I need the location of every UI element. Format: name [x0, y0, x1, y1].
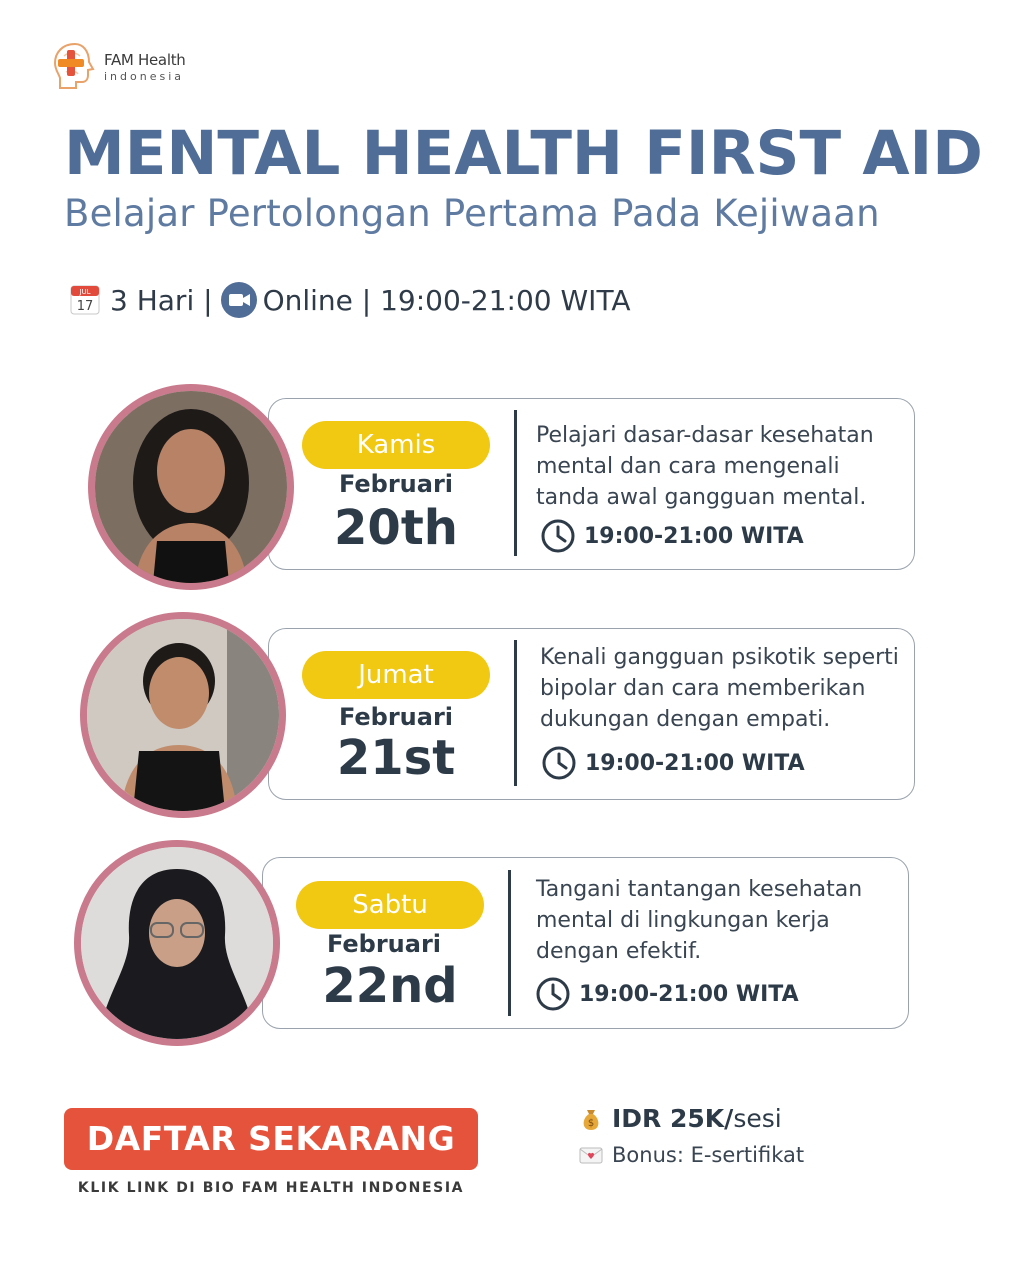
- money-bag-icon: [578, 1106, 604, 1132]
- day-pill-1: Kamis: [302, 421, 490, 469]
- session-time-3: [535, 976, 799, 1012]
- page-subtitle: Belajar Pertolongan Pertama Pada Kejiwaan: [64, 192, 880, 235]
- bonus-line: [578, 1142, 804, 1168]
- session-date-3: 22nd: [322, 958, 458, 1014]
- page-title: MENTAL HEALTH FIRST AID: [64, 118, 983, 189]
- speaker-photo-1: [88, 384, 294, 590]
- session-time-text-2: 19:00-21:00 WITA: [585, 750, 805, 776]
- love-letter-icon: [578, 1142, 604, 1168]
- brand-subtitle: indonesia: [104, 70, 185, 83]
- session-divider-1: [514, 410, 517, 556]
- session-divider-2: [514, 640, 517, 786]
- session-month-2: Februari: [338, 703, 454, 731]
- bonus-text: Bonus: E-sertifikat: [612, 1143, 805, 1167]
- session-time-text-3: 19:00-21:00 WITA: [579, 981, 799, 1007]
- cta-note: KLIK LINK DI BIO FAM HEALTH INDONESIA: [77, 1180, 465, 1196]
- session-month-1: Februari: [338, 470, 454, 498]
- svg-text:$: $: [587, 1117, 595, 1129]
- video-camera-icon: [221, 282, 257, 318]
- day-pill-3: Sabtu: [296, 881, 484, 929]
- session-description-1: Pelajari dasar-dasar kesehatan mental dan cara mengenali tanda awal gangguan mental.: [536, 423, 874, 510]
- clock-icon: [535, 976, 571, 1012]
- session-time-1: [540, 518, 804, 554]
- session-divider-3: [508, 870, 511, 1016]
- session-time-2: [541, 745, 805, 781]
- session-time-text-1: 19:00-21:00 WITA: [584, 523, 804, 549]
- price-unit: sesi: [733, 1104, 782, 1133]
- day-pill-2: Jumat: [302, 651, 490, 699]
- speaker-avatar-icon: [81, 847, 273, 1039]
- session-month-3: Februari: [326, 930, 442, 958]
- speaker-avatar-icon: [95, 391, 287, 583]
- speaker-photo-2: [80, 612, 286, 818]
- session-description-2: Kenali gangguan psikotik seperti bipolar dan cara memberikan dukungan dengan empati.: [540, 645, 899, 732]
- calendar-icon: [70, 284, 100, 316]
- price-amount: IDR 25K/: [612, 1104, 734, 1133]
- session-description-3: Tangani tantangan kesehatan mental di lingkungan kerja dengan efektif.: [536, 877, 863, 964]
- register-now-button[interactable]: DAFTAR SEKARANG: [64, 1108, 478, 1170]
- brand-name: FAM Health: [104, 51, 186, 69]
- calendar-day: 17: [76, 299, 94, 314]
- head-plus-logo-icon: [50, 40, 100, 92]
- clock-icon: [541, 745, 577, 781]
- duration-text: 3 Hari |: [110, 283, 213, 317]
- mode-time-text: Online | 19:00-21:00 WITA: [262, 283, 631, 317]
- calendar-month: JUL: [79, 288, 91, 296]
- clock-icon: [540, 518, 576, 554]
- brand-logo: [50, 40, 200, 92]
- session-date-2: 21st: [336, 730, 456, 786]
- session-date-1: 20th: [334, 500, 458, 556]
- event-info-line: [70, 281, 631, 319]
- price-line: [578, 1104, 782, 1133]
- speaker-avatar-icon: [87, 619, 279, 811]
- speaker-photo-3: [74, 840, 280, 1046]
